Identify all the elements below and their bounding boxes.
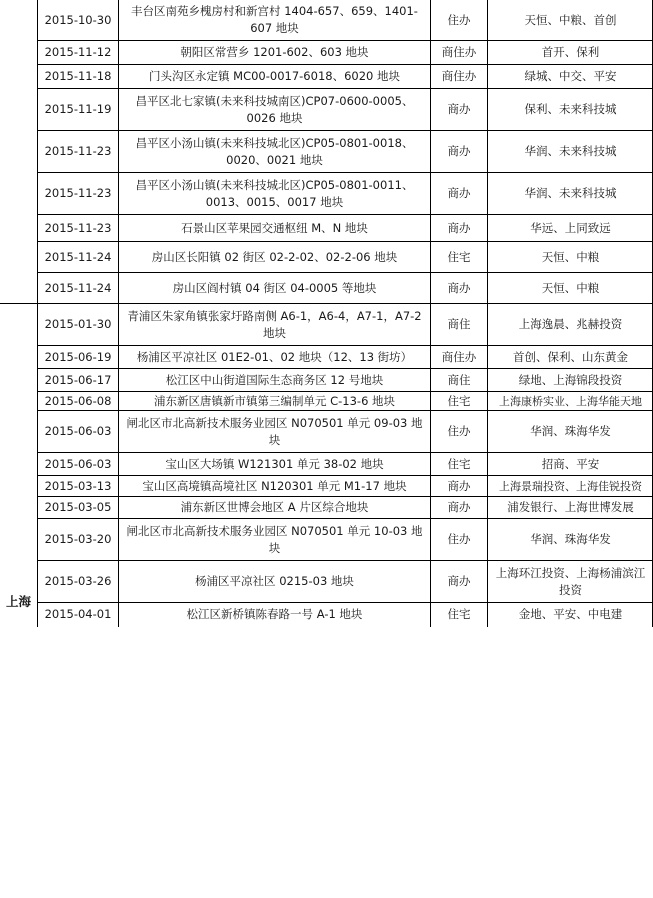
date-cell: 2015-01-30: [44, 317, 112, 331]
developer-cell: 招商、平安: [541, 456, 600, 471]
location-cell: 闸北区市北高新技术服务业园区 N070501 单元 09-03 地块: [126, 415, 423, 447]
table-row: [0, 242, 653, 272]
land-use-cell: 住办: [447, 424, 471, 438]
table-row: [0, 411, 653, 452]
location-cell: 门头沟区永定镇 MC00-0017-6018、6020 地块: [149, 69, 400, 83]
land-use-cell: 商住办: [441, 349, 477, 364]
developer-cell: 华润、未来科技城: [524, 186, 617, 200]
developer-cell: 华远、上同致远: [530, 220, 611, 235]
developer-cell: 首创、保利、山东黄金: [513, 349, 628, 364]
developer-cell: 上海逸晨、兆赫投资: [518, 317, 623, 331]
developer-cell: 绿地、上海锦段投资: [518, 372, 623, 387]
land-use-cell: 住宅: [447, 393, 471, 408]
date-cell: 2015-10-30: [44, 12, 112, 27]
developer-cell: 上海景瑞投资、上海佳锐投资: [499, 479, 642, 493]
land-use-cell: 商住: [447, 372, 471, 387]
location-cell: 朝阳区常营乡 1201-602、603 地块: [180, 45, 369, 59]
table-row: [0, 392, 653, 410]
land-use-cell: 住宅: [447, 606, 471, 621]
date-cell: 2015-06-19: [44, 349, 112, 364]
table-row: [0, 369, 653, 391]
table-row: [0, 304, 653, 345]
date-cell: 2015-11-23: [44, 144, 112, 158]
location-cell: 青浦区朱家角镇张家圩路南侧 A6-1，A6-4，A7-1，A7-2 地块: [127, 308, 422, 340]
table-row: [0, 89, 653, 130]
table-row: [0, 453, 653, 475]
developer-cell: 金地、平安、中电建: [518, 606, 623, 621]
developer-cell: 上海环江投资、上海杨浦滨江投资: [495, 565, 646, 597]
location-cell: 杨浦区平凉社区 01E2-01、02 地块（12、13 街坊）: [136, 349, 413, 364]
date-cell: 2015-03-05: [44, 500, 112, 514]
developer-cell: 上海康桥实业、上海华能天地: [499, 394, 642, 408]
developer-cell: 华润、未来科技城: [524, 144, 617, 158]
location-cell: 昌平区小汤山镇(未来科技城北区)CP05-0801-0011、0013、0015、0017 地块: [135, 177, 414, 209]
date-cell: 2015-11-23: [44, 186, 112, 200]
location-cell: 松江区中山街道国际生态商务区 12 号地块: [165, 372, 384, 387]
date-cell: 2015-11-24: [44, 280, 112, 295]
table-row: [0, 41, 653, 64]
developer-cell: 保利、未来科技城: [524, 102, 617, 116]
date-cell: 2015-06-03: [44, 456, 112, 471]
land-use-cell: 商办: [447, 500, 471, 514]
location-cell: 丰台区南苑乡槐房村和新宫村 1404-657、659、1401-607 地块: [131, 4, 418, 35]
table-row: [0, 215, 653, 241]
table-row: [0, 0, 653, 40]
location-cell: 石景山区苹果园交通枢纽 M、N 地块: [181, 220, 368, 235]
location-cell: 闸北区市北高新技术服务业园区 N070501 单元 10-03 地块: [126, 523, 423, 555]
table-row: [0, 65, 653, 88]
date-cell: 2015-03-13: [44, 478, 112, 493]
location-cell: 浦东新区唐镇新市镇第三编制单元 C-13-6 地块: [153, 393, 396, 408]
land-use-cell: 商办: [447, 574, 471, 588]
table-row: [0, 273, 653, 303]
location-cell: 浦东新区世博会地区 A 片区综合地块: [180, 500, 369, 514]
table-row: [0, 346, 653, 368]
location-cell: 宝山区高境镇高境社区 N120301 单元 M1-17 地块: [142, 478, 407, 493]
location-cell: 杨浦区平凉社区 0215-03 地块: [195, 574, 354, 588]
date-cell: 2015-11-19: [44, 102, 112, 116]
date-cell: 2015-06-08: [44, 393, 112, 408]
table-row: [0, 603, 653, 627]
table-row: [0, 131, 653, 172]
land-use-cell: 商办: [447, 186, 471, 200]
date-cell: 2015-03-26: [44, 574, 112, 588]
table-row: [0, 173, 653, 214]
land-use-cell: 商住办: [441, 69, 477, 83]
location-cell: 房山区长阳镇 02 街区 02-2-02、02-2-06 地块: [151, 249, 398, 264]
developer-cell: 天恒、中粮、首创: [524, 12, 617, 27]
land-use-cell: 住宅: [447, 456, 471, 471]
date-cell: 2015-11-24: [44, 249, 112, 264]
developer-cell: 首开、保利: [541, 45, 600, 59]
developer-cell: 华润、珠海华发: [530, 424, 611, 438]
location-cell: 宝山区大场镇 W121301 单元 38-02 地块: [165, 456, 384, 471]
land-use-cell: 商办: [447, 280, 471, 295]
location-cell: 昌平区北七家镇(未来科技城南区)CP07-0600-0005、0026 地块: [135, 93, 414, 125]
date-cell: 2015-04-01: [44, 606, 112, 621]
table-row: [0, 519, 653, 560]
land-use-cell: 商办: [447, 144, 471, 158]
table-row: [0, 497, 653, 518]
developer-cell: 天恒、中粮: [541, 249, 600, 264]
developer-cell: 天恒、中粮: [541, 280, 600, 295]
date-cell: 2015-03-20: [44, 532, 112, 546]
table-row: [0, 476, 653, 496]
land-use-cell: 商办: [447, 220, 471, 235]
date-cell: 2015-11-12: [44, 45, 112, 59]
date-cell: 2015-11-23: [44, 220, 112, 235]
land-use-cell: 商住: [447, 317, 471, 331]
land-use-cell: 住办: [447, 532, 471, 546]
table-row: [0, 561, 653, 602]
location-cell: 房山区阎村镇 04 街区 04-0005 等地块: [172, 280, 377, 295]
land-use-cell: 商住办: [441, 45, 477, 59]
land-use-cell: 商办: [447, 102, 471, 116]
date-cell: 2015-11-18: [44, 69, 112, 83]
date-cell: 2015-06-03: [44, 424, 112, 438]
date-cell: 2015-06-17: [44, 372, 112, 387]
developer-cell: 浦发银行、上海世博发展: [507, 500, 634, 514]
location-cell: 昌平区小汤山镇(未来科技城北区)CP05-0801-0018、0020、0021 地块: [135, 135, 414, 167]
land-use-cell: 住宅: [447, 249, 471, 264]
land-use-cell: 住办: [447, 12, 471, 27]
land-use-cell: 商办: [447, 478, 471, 493]
developer-cell: 华润、珠海华发: [530, 532, 611, 546]
location-cell: 松江区新桥镇陈春路一号 A-1 地块: [186, 606, 363, 621]
developer-cell: 绿城、中交、平安: [524, 69, 617, 83]
city-cell: 上海: [5, 594, 31, 609]
